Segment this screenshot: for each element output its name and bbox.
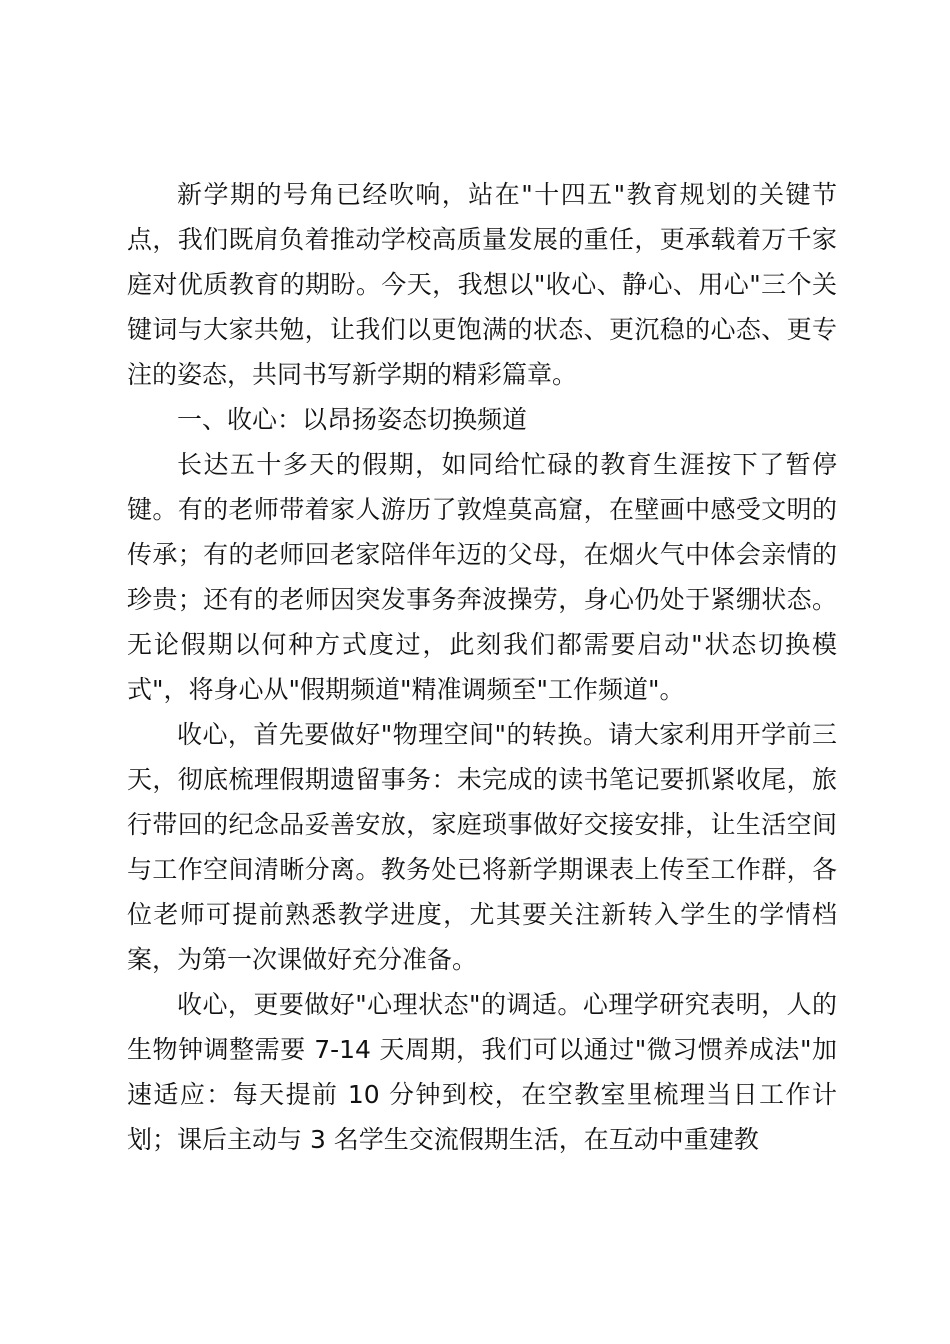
paragraph-holiday: 长达五十多天的假期，如同给忙碌的教育生涯按下了暂停键。有的老师带着家人游历了敦煌莫高窟，在壁画中感受文明的传承；有的老师回老家陪伴年迈的父母，在烟火气中体会亲情的珍贵；还有的老师因突发事务奔波操劳，身心仍处于紧绷状态。无论假期以何种方式度过，此刻我们都需要启动"状态切换模式"，将身心从"假期频道"精准调频至"工作频道"。 (127, 450, 837, 704)
document-body (127, 172, 837, 1162)
paragraph-intro: 新学期的号角已经吹响，站在"十四五"教育规划的关键节点，我们既肩负着推动学校高质量发展的重任，更承载着万千家庭对优质教育的期盼。今天，我想以"收心、静心、用心"三个关键词与大家共勉，让我们以更饱满的状态、更沉稳的心态、更专注的姿态，共同书写新学期的精彩篇章。 (127, 180, 837, 389)
paragraph-physical-space: 收心，首先要做好"物理空间"的转换。请大家利用开学前三天，彻底梳理假期遗留事务：未完成的读书笔记要抓紧收尾，旅行带回的纪念品妥善安放，家庭琐事做好交接安排，让生活空间与工作空间清晰分离。教务处已将新学期课表上传至工作群，各位老师可提前熟悉教学进度，尤其要关注新转入学生的学情档案，为第一次课做好充分准备。 (127, 720, 837, 974)
paragraph-mental-state: 收心，更要做好"心理状态"的调适。心理学研究表明，人的生物钟调整需要 7-14 天周期，我们可以通过"微习惯养成法"加速适应：每天提前 10 分钟到校，在空教室里梳理当日工作计划；课后主动与 3 名学生交流假期生活，在互动中重建教 (127, 990, 837, 1154)
section-heading-1: 一、收心：以昂扬姿态切换频道 (177, 405, 528, 434)
